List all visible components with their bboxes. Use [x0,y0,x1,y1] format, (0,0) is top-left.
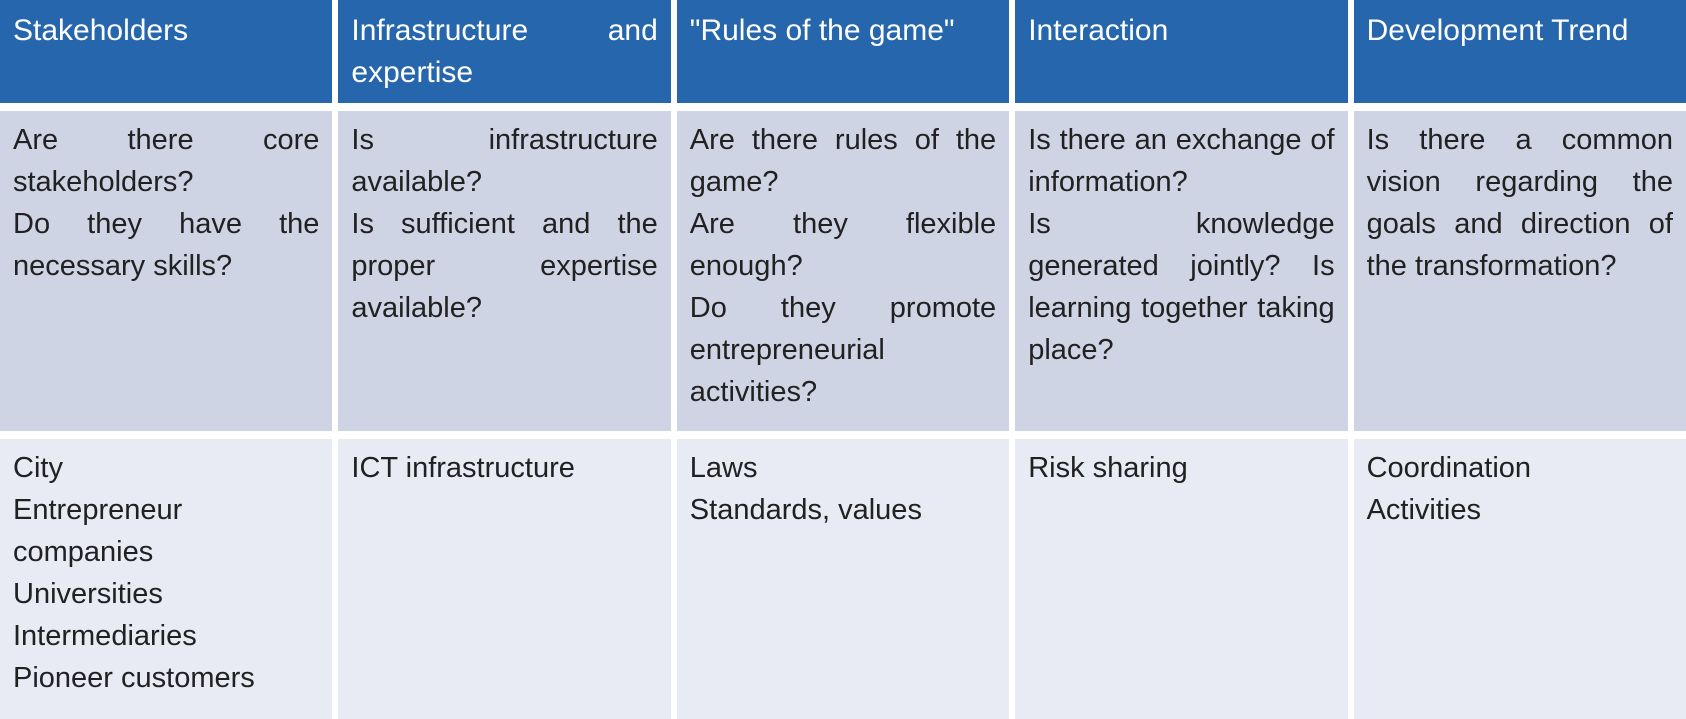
example-item: Laws [689,452,758,484]
question-text: Are they flexible enough? [689,208,997,282]
column-header-rules-of-the-game: "Rules of the game" [677,0,1009,103]
question-text: Is sufficient and the proper expertise available? [351,208,658,324]
example-item: ICT infrastructure [351,452,575,484]
question-text: Is knowledge generated jointly? Is learning together taking place? [1028,208,1335,366]
column-header-stakeholders: Stakeholders [0,0,332,103]
example-item: Risk sharing [1028,452,1188,484]
question-text: Do they promote entrepreneurial activities? [689,292,997,408]
question-text: Is there an exchange of information? [1028,124,1335,198]
examples-cell-rules-of-the-game [677,439,1009,719]
question-text: Do they have the necessary skills? [13,208,320,282]
examples-cell-infrastructure-expertise [338,439,670,719]
questions-cell-stakeholders [0,111,332,431]
examples-cell-stakeholders [0,439,332,719]
questions-cell-rules-of-the-game [677,111,1009,431]
question-text: Are there rules of the game? [689,124,997,198]
example-item: Coordination [1366,452,1532,484]
example-item: Pioneer customers [13,662,255,694]
example-item: Activities [1366,494,1482,526]
example-item: Entrepreneur companies [13,494,183,568]
question-text: Are there core stakeholders? [13,124,320,198]
question-text: Is infrastructure available? [351,124,658,198]
column-header-infrastructure-expertise: Infrastructure and expertise [338,0,670,103]
questions-cell-development-trend [1354,111,1686,431]
column-header-development-trend: Development Trend [1354,0,1686,103]
example-item: City [13,452,63,484]
questions-cell-infrastructure-expertise [338,111,670,431]
example-item: Universities [13,578,163,610]
example-item: Intermediaries [13,620,197,652]
examples-cell-development-trend [1354,439,1686,719]
examples-cell-interaction [1015,439,1347,719]
column-header-interaction: Interaction [1015,0,1347,103]
example-item: Standards, values [689,494,922,526]
question-text: Is there a common vision regarding the goals and direction of the transformation? [1366,124,1673,282]
questions-cell-interaction [1015,111,1347,431]
